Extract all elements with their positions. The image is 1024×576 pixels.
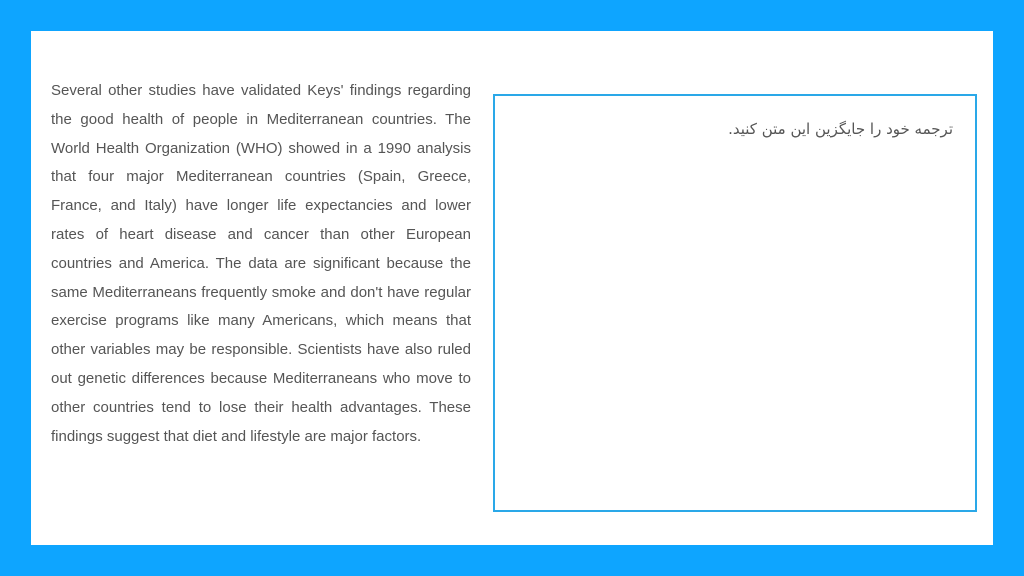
content-card [31, 31, 993, 545]
translation-placeholder[interactable]: ترجمه خود را جایگزین این متن کنید. [728, 120, 953, 138]
english-paragraph: Several other studies have validated Keys' findings regarding the good health of people in Mediterranean countries. The World Health Organization (WHO) showed in a 1990 analysis that four major Mediterranean countries (Spain, Greece, France, and Italy) have longer life expectancies and lower rates of heart disease and cancer than other European countries and America. The data are significant because the same Mediterraneans frequently smoke and don't have regular exercise programs like many Americans, which means that other variables may be responsible. Scientists have also ruled out genetic differences because Mediterraneans who move to other countries tend to lose their health advantages. These findings suggest that diet and lifestyle are major factors. [51, 82, 471, 445]
translation-box[interactable] [493, 94, 977, 512]
